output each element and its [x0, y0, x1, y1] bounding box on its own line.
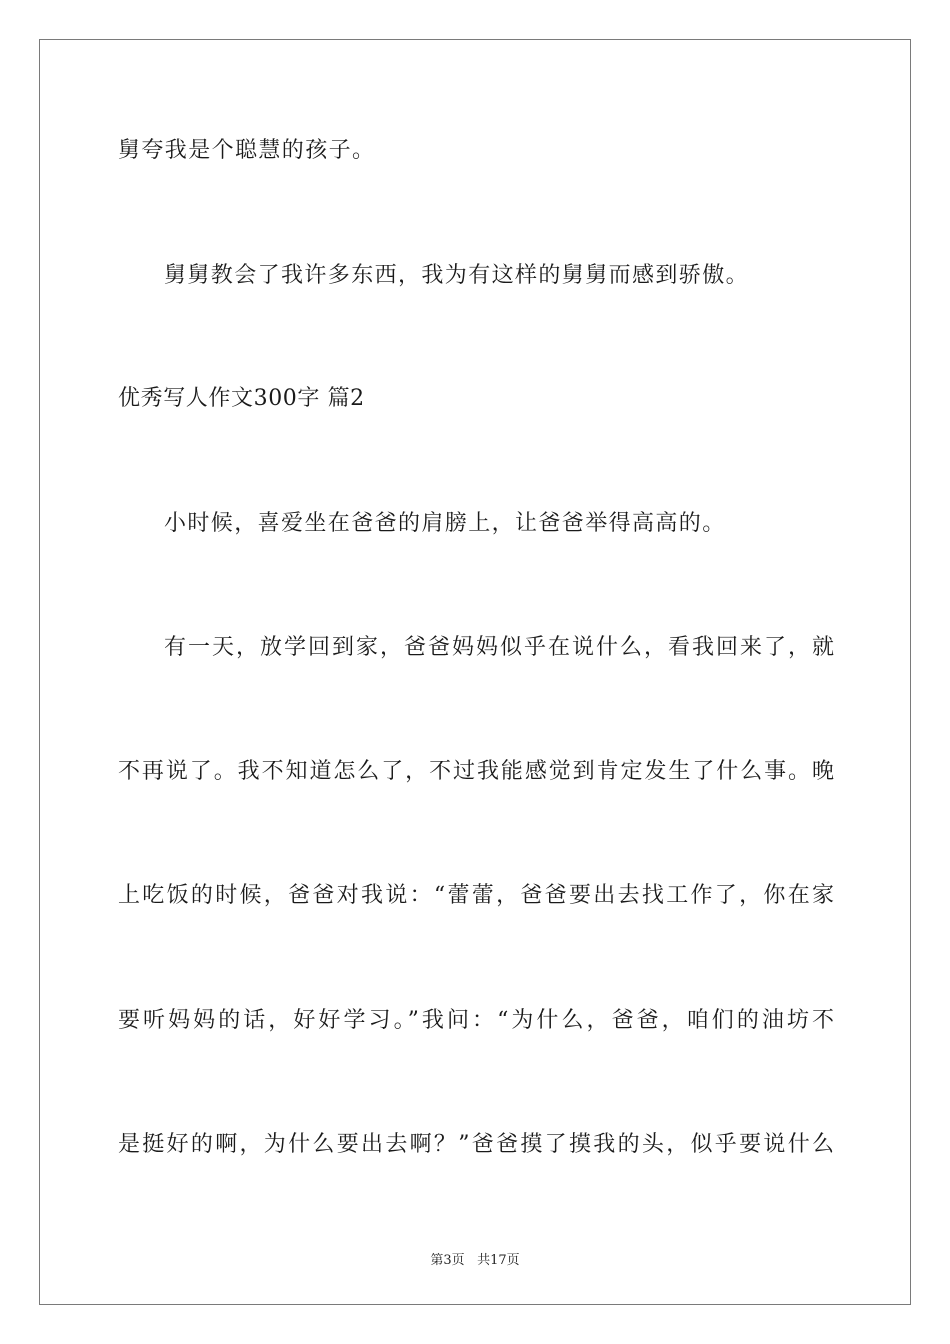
page-footer	[0, 1249, 950, 1268]
paragraph-line-8: 是挺好的啊，为什么要出去啊？”爸爸摸了摸我的头，似乎要说什么	[118, 1132, 834, 1157]
paragraph-line-3: 小时候，喜爱坐在爸爸的肩膀上，让爸爸举得高高的。	[164, 511, 726, 536]
paragraph-line-2: 舅舅教会了我许多东西，我为有这样的舅舅而感到骄傲。	[164, 263, 750, 288]
paragraph-line-7: 要听妈妈的话，好好学习。”我问：“为什么，爸爸，咱们的油坊不	[118, 1008, 834, 1033]
paragraph-line-1: 舅夸我是个聪慧的孩子。	[118, 138, 376, 163]
paragraph-line-4: 有一天，放学回到家，爸爸妈妈似乎在说什么，看我回来了，就	[164, 635, 834, 660]
paragraph-line-5: 不再说了。我不知道怎么了，不过我能感觉到肯定发生了什么事。晚	[118, 759, 834, 784]
page-number: 第3页	[430, 1253, 465, 1268]
paragraph-line-6: 上吃饭的时候，爸爸对我说：“蕾蕾，爸爸要出去找工作了，你在家	[118, 883, 834, 908]
page-total: 共17页	[477, 1253, 520, 1268]
page-border	[39, 39, 911, 1305]
section-heading: 优秀写人作文300字 篇2	[118, 386, 365, 411]
